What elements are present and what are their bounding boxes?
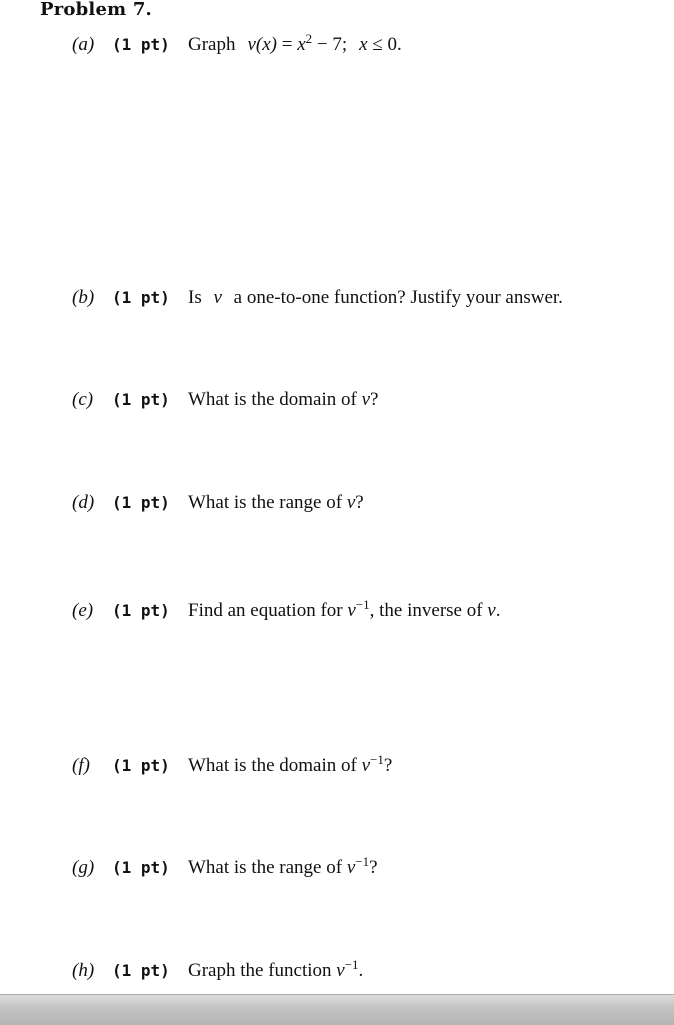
part-b-label: (b) (72, 287, 95, 308)
part-g-points: (1 pt) (112, 858, 170, 877)
part-c-label: (c) (72, 389, 94, 410)
part-a-question: Graph $v(x) = x^2 - 7$; x ≤ 0. (188, 31, 402, 55)
part-h (72, 954, 363, 982)
part-f-points: (1 pt) (112, 756, 170, 775)
part-h-question: Graph the function $v^{-1}$. (188, 957, 364, 981)
part-d (72, 492, 364, 514)
part-h-points: (1 pt) (112, 961, 170, 980)
part-g (72, 851, 378, 879)
part-f-question: What is the domain of $v^{-1}$? (188, 752, 393, 776)
part-g-label: (g) (72, 857, 95, 878)
function-definition: $v(x) = x^2 - 7$; x ≤ 0. (247, 31, 402, 55)
part-h-label: (h) (72, 960, 95, 981)
part-d-question: What is the range of v? (188, 492, 364, 513)
part-a-label: (a) (72, 34, 95, 55)
part-g-question: What is the range of $v^{-1}$? (188, 854, 378, 878)
part-b (72, 287, 563, 309)
part-c-points: (1 pt) (112, 390, 170, 409)
part-b-points: (1 pt) (112, 288, 170, 307)
part-e (72, 594, 500, 622)
part-c-question: What is the domain of v? (188, 389, 379, 410)
part-b-question: Is v a one-to-one function? Justify your answer. (188, 287, 563, 308)
problem-title: Problem 7. (40, 0, 153, 20)
part-e-points: (1 pt) (112, 601, 170, 620)
part-f (72, 749, 392, 777)
part-e-question: Find an equation for $v^{-1}$, the inverse of v. (188, 597, 501, 621)
part-e-label: (e) (72, 600, 94, 621)
part-a (72, 28, 402, 56)
part-a-points: (1 pt) (112, 35, 170, 54)
viewer-bottom-bar (0, 994, 674, 1025)
part-d-label: (d) (72, 492, 95, 513)
part-f-label: (f) (72, 755, 90, 776)
part-c (72, 389, 378, 411)
part-d-points: (1 pt) (112, 493, 170, 512)
